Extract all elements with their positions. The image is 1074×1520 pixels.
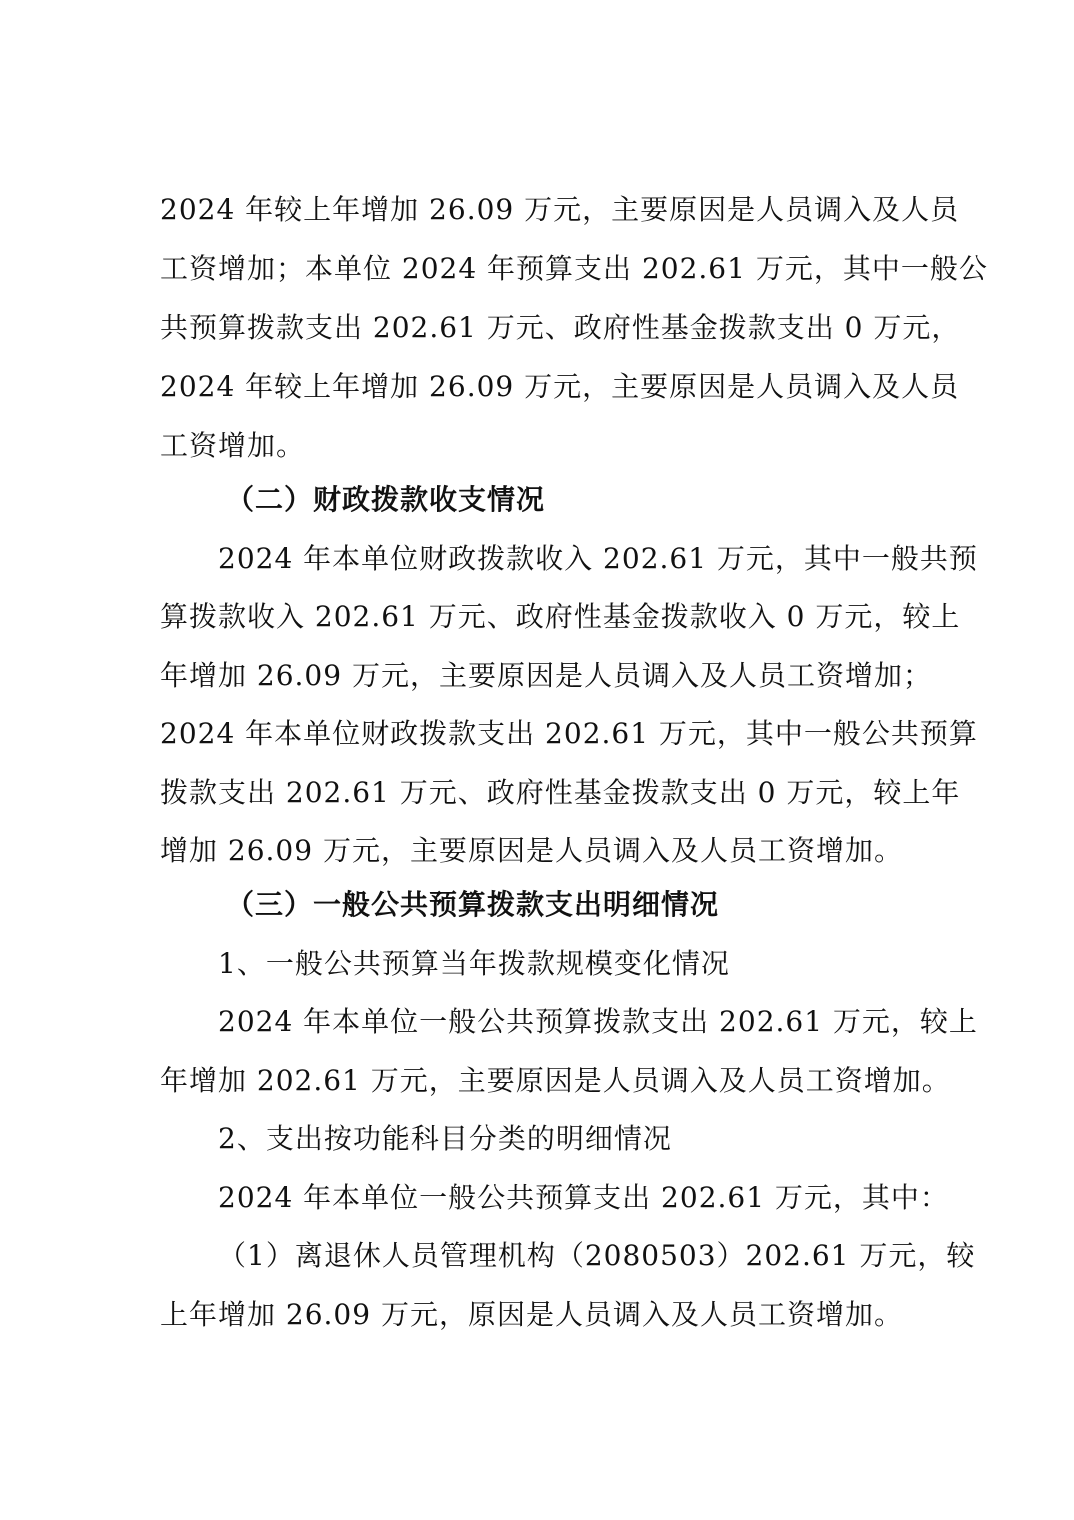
paragraph-line: 上年增加 26.09 万元，原因是人员调入及人员工资增加。 [160, 1298, 903, 1331]
paragraph-line: 2024 年本单位一般公共预算拨款支出 202.61 万元，较上 [218, 1005, 978, 1038]
paragraph-line: 2024 年较上年增加 26.09 万元，主要原因是人员调入及人员 [160, 370, 960, 403]
paragraph-line: 年增加 26.09 万元，主要原因是人员调入及人员工资增加； [160, 659, 932, 692]
paragraph-line: 工资增加；本单位 2024 年预算支出 202.61 万元，其中一般公 [160, 252, 988, 285]
paragraph-line: 工资增加。 [160, 429, 306, 462]
paragraph-line: 算拨款收入 202.61 万元、政府性基金拨款收入 0 万元，较上 [160, 600, 961, 633]
section-heading: （三）一般公共预算拨款支出明细情况 [226, 888, 720, 921]
paragraph-line: 2024 年较上年增加 26.09 万元，主要原因是人员调入及人员 [160, 193, 960, 226]
paragraph-line: 年增加 202.61 万元，主要原因是人员调入及人员工资增加。 [160, 1064, 951, 1097]
paragraph-line: （1）离退休人员管理机构（2080503）202.61 万元，较 [218, 1239, 976, 1272]
subsection-heading: 2、支出按功能科目分类的明细情况 [218, 1122, 672, 1155]
paragraph-line: 2024 年本单位财政拨款支出 202.61 万元，其中一般公共预算 [160, 717, 978, 750]
paragraph-line: 2024 年本单位财政拨款收入 202.61 万元，其中一般共预 [218, 542, 978, 575]
paragraph-line: 共预算拨款支出 202.61 万元、政府性基金拨款支出 0 万元， [160, 311, 961, 344]
paragraph-line: 拨款支出 202.61 万元、政府性基金拨款支出 0 万元，较上年 [160, 776, 961, 809]
paragraph-line: 增加 26.09 万元，主要原因是人员调入及人员工资增加。 [160, 834, 903, 867]
subsection-heading: 1、一般公共预算当年拨款规模变化情况 [218, 947, 730, 980]
section-heading: （二）财政拨款收支情况 [226, 483, 546, 516]
paragraph-line: 2024 年本单位一般公共预算支出 202.61 万元，其中： [218, 1181, 949, 1214]
